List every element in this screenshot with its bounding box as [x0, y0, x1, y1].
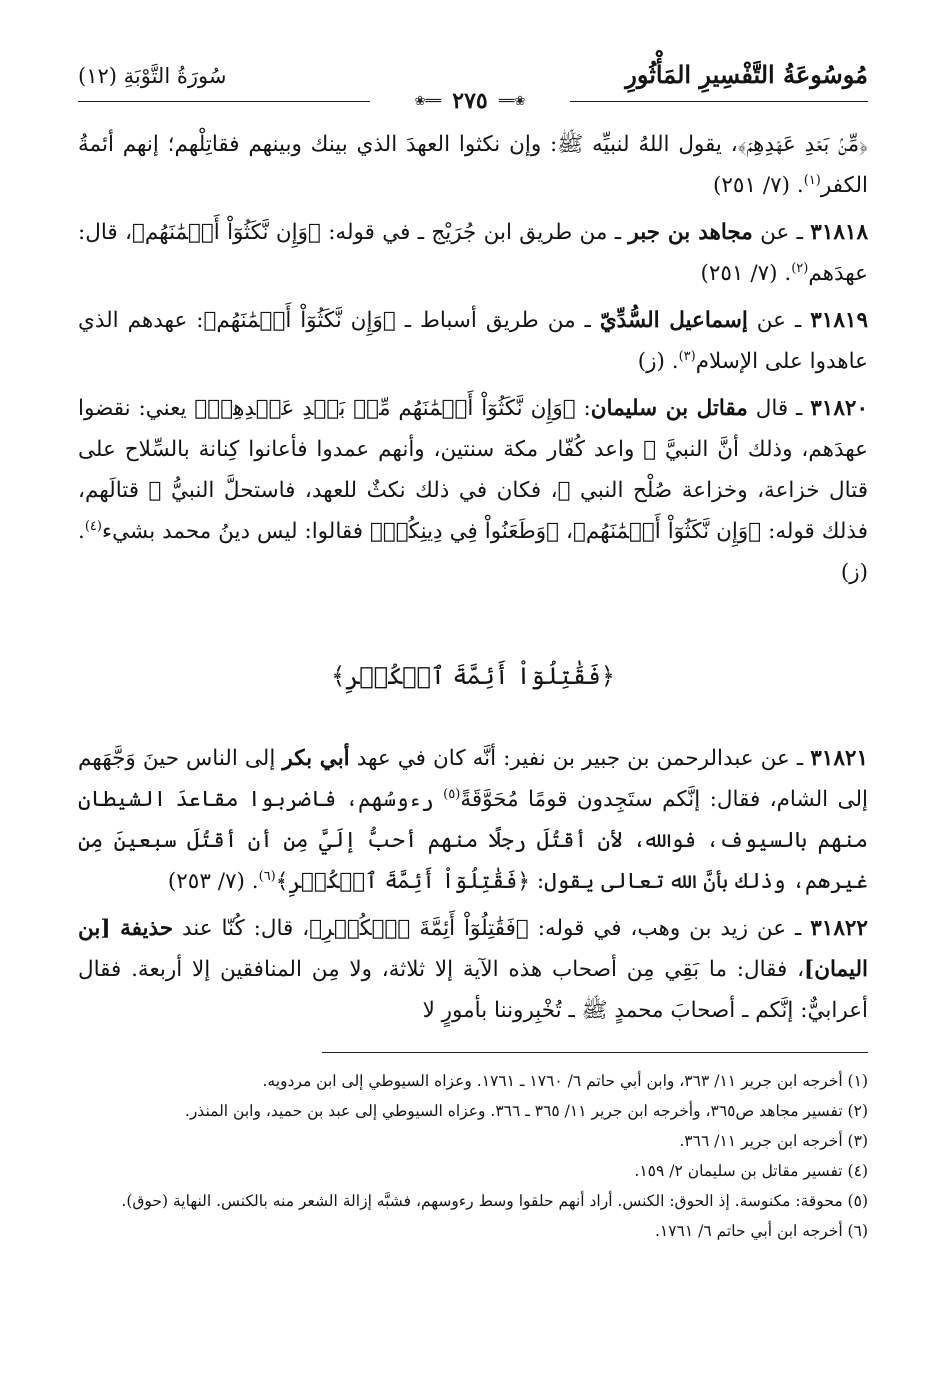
- footnote-ref: (٢): [791, 260, 809, 276]
- narrator-name: مقاتل بن سليمان: [590, 396, 748, 421]
- text: ـ عن عبدالرحمن بن جبير بن نفير: أنَّه كان في عهد: [349, 746, 811, 771]
- report-number: ٣١٨٢٢: [810, 916, 868, 941]
- source-ref: . (٧/ ٢٥١): [700, 261, 792, 286]
- text: ـ عن: [752, 220, 811, 245]
- quran-quote: ﴿فَقَٰتِلُوٓاْ أَئِمَّةَ ٱلۡكُفۡرِ﴾: [309, 916, 529, 941]
- text: ، يقول اللهُ لنبيِّه ﷺ: وإن نكثوا العهدَ الذي بينك وبينهم فقاتِلْهم؛ إنهم أئمةُ الكفر: [78, 132, 868, 198]
- text: : عهدهم الذي عاهدوا على الإسلام: [78, 308, 868, 374]
- paragraph-31822: [78, 908, 868, 1031]
- footnote-ref: (٦): [258, 868, 276, 884]
- report-number: ٣١٨٢٠: [810, 396, 868, 421]
- report-number: ٣١٨٢١: [810, 746, 868, 771]
- source-ref: . (٧/ ٢٥١): [712, 173, 804, 198]
- source-ref: . (٧/ ٢٥٣): [167, 869, 259, 894]
- quran-quote: ﴿وَإِن نَّكَثُوٓاْ أَيۡمَٰنَهُم﴾: [203, 308, 396, 333]
- paragraph-31820: [78, 388, 868, 593]
- text: ، قال: عهدَهم: [78, 220, 868, 286]
- text: رءوسُهم، فاضربوا مقاعدَ الشيطان منهم بالسيوف، فوالله، لأن أقتُلَ رجلًا منهم أحبُّ إلَيَّ مِن أن أقتُلَ سبعينَ مِن غيرهم، وذلك بأنَّ الله تعالى يقول:: [78, 787, 868, 894]
- narrator-name: مجاهد بن جبر: [628, 220, 753, 245]
- page-number: ٢٧٥: [452, 88, 488, 114]
- section-heading: ﴿فَقَٰتِلُوٓاْ أَئِمَّةَ ٱلۡكُفۡرِ﴾: [331, 662, 615, 690]
- page-number-box: [370, 88, 570, 116]
- ornament-left-icon: ❀══: [414, 93, 442, 109]
- text: ـ من طريق أسباط ـ: [395, 308, 600, 333]
- footnote-ref: (٤): [84, 518, 102, 534]
- footnote-6: (٦) أخرجه ابن أبي حاتم ٦/ ١٧٦١.: [654, 1222, 868, 1240]
- text: ، فقال: ما بَقِي مِن أصحاب هذه الآية إلا ثلاثة، ولا مِن المنافقين إلا أربعة. فقال أعرابيٌّ: إنَّكم ـ أصحابَ محمدٍ ﷺ ـ تُخْبِروننا بأمورٍ لا: [78, 957, 868, 1023]
- quran-quote: ﴿وَإِن نَّكَثُوٓاْ أَيۡمَٰنَهُم﴾: [572, 519, 762, 544]
- footnote-4: (٤) تفسير مقاتل بن سليمان ٢/ ١٥٩.: [634, 1162, 868, 1180]
- text: إلى الناس حينَ وَجَّهَهم إلى الشام، فقال: إنَّكم ستَجِدون قومًا مُحَوَّقَةً: [78, 746, 868, 812]
- report-number: ٣١٨١٩: [810, 308, 868, 333]
- surah-title: سُورَةُ التَّوْبَةِ (١٢): [78, 64, 227, 88]
- commentary-block-2: [78, 738, 868, 1031]
- narrator-name: حذيفة [بن اليمان]: [78, 916, 868, 982]
- text: ـ قال: [747, 396, 811, 421]
- footnote-divider: [322, 1052, 868, 1053]
- paragraph-31818: [78, 212, 868, 294]
- text: ـ عن زيد بن وهب، في قوله:: [528, 916, 811, 941]
- narrator-name: إسماعيل السُّدِّيّ: [599, 308, 748, 333]
- text: ـ من طريق ابن جُرَيْج ـ في قوله:: [320, 220, 629, 245]
- report-number: ٣١٨١٨: [810, 220, 869, 245]
- paragraph-31821: [78, 738, 868, 902]
- footnote-ref: (٣): [678, 348, 696, 364]
- footnote-ref: (١): [803, 172, 821, 188]
- text: ،: [559, 519, 573, 544]
- text: فقالوا: ليس دينُ محمد بشيء: [101, 519, 370, 544]
- text: يعني: نقضوا عهدَهم، وذلك أنَّ النبيَّ ﷺ واعد كُفّار مكة سنتين، وأنهم عمدوا فأعانوا كِنانة بالسِّلاح على قتال خزاعة، وخزاعة صُلْح النبي ﷺ، فكان في ذلك نكثٌ للعهد، فاستحلَّ النبيُّ ﷺ قتالَهم، فذلك قوله:: [78, 396, 868, 544]
- source-ref: . (ز): [78, 519, 868, 585]
- quran-quote: ﴿وَطَعَنُواْ فِي دِينِكُمۡ﴾: [370, 519, 560, 544]
- footnote-1: (١) أخرجه ابن جرير ١١/ ٣٦٣، وابن أبي حاتم ٦/ ١٧٦٠ ـ ١٧٦١. وعزاه السيوطي إلى ابن مردويه.: [262, 1072, 868, 1090]
- footnote-5: (٥) محوقة: مكنوسة. إذ الحوق: الكنس. أراد أنهم حلقوا وسط رءوسهم، فشبَّه إزالة الشعر منه بالكنس. النهاية (حوق).: [121, 1192, 868, 1210]
- ornament-right-icon: ══❀: [498, 93, 526, 109]
- commentary-block-1: [78, 124, 868, 593]
- book-title: مُوسُوعَةُ التَّفْسِيرِ المَأْثُورِ: [625, 60, 868, 89]
- text: ـ عن: [747, 308, 811, 333]
- footnote-2: (٢) تفسير مجاهد ص٣٦٥، وأخرجه ابن جرير ١١/ ٣٦٥ ـ ٣٦٦. وعزاه السيوطي إلى عبد بن حميد، وابن المنذر.: [184, 1102, 868, 1120]
- source-ref: . (ز): [637, 349, 679, 374]
- paragraph-continuation: [78, 124, 868, 206]
- quran-quote: ﴿وَإِن نَّكَثُوٓاْ أَيۡمَٰنَهُم﴾: [131, 220, 321, 245]
- text: :: [575, 396, 591, 421]
- narrator-name: أبي بكر: [282, 746, 350, 771]
- quran-quote: ﴿فَقَٰتِلُوٓاْ أَئِمَّةَ ٱلۡكُفۡرِ﴾: [275, 869, 530, 894]
- footnote-ref: (٥): [443, 786, 461, 802]
- quran-quote: ﴿وَإِن نَّكَثُوٓاْ أَيۡمَٰنَهُم مِّنۢ بَعۡدِ عَهۡدِهِمۡ﴾: [194, 396, 576, 421]
- text: ، قال: كُنّا عند: [173, 916, 310, 941]
- footnote-3: (٣) أخرجه ابن جرير ١١/ ٣٦٦.: [679, 1132, 868, 1150]
- quran-quote: ﴿مِّنۢ بَعۡدِ عَهۡدِهِمۡ﴾: [737, 132, 868, 157]
- footnotes: [78, 1066, 868, 1246]
- paragraph-31819: [78, 300, 868, 382]
